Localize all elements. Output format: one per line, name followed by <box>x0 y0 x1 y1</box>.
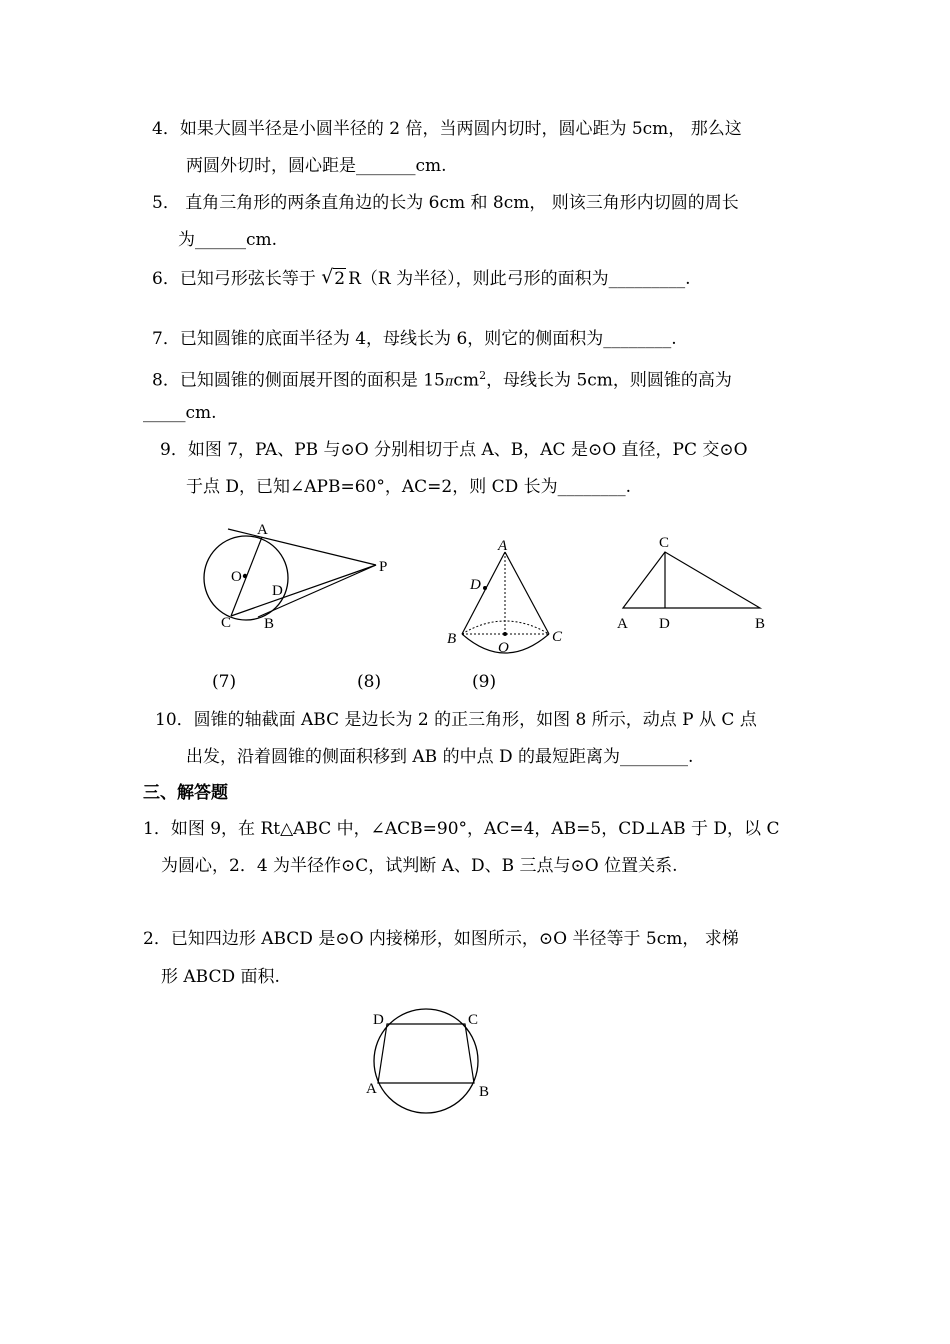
answer-2-line-1: 2．已知四边形 ABCD 是⊙O 内接梯形，如图所示，⊙O 半径等于 5cm， 求梯 <box>143 929 739 949</box>
label-c: C <box>468 1012 479 1028</box>
question-4-line-1: 4．如果大圆半径是小圆半径的 2 倍，当两圆内切时，圆心距为 5cm， 那么这 <box>152 119 742 139</box>
question-4-line-2: 两圆外切时，圆心距是_______cm. <box>186 156 447 176</box>
label-a: A <box>617 616 628 632</box>
sqrt-radicand: 2 <box>334 269 346 289</box>
label-d: D <box>373 1012 384 1028</box>
question-8-unit: cm <box>453 370 480 391</box>
question-6-text-a: 6．已知弓形弦长等于 <box>152 269 316 289</box>
question-7: 7．已知圆锥的底面半径为 4，母线长为 6，则它的侧面积为________. <box>152 329 677 349</box>
caption-7: (7) <box>212 672 237 692</box>
sqrt-symbol: √ 2 <box>321 266 346 289</box>
label-p: P <box>379 559 388 575</box>
question-5-line-2: 为______cm. <box>178 230 278 250</box>
question-6-text-b: R（R 为半径），则此弓形的面积为_________. <box>348 269 691 289</box>
label-a: A <box>257 522 268 538</box>
label-d: D <box>659 616 670 632</box>
pi-symbol: π <box>444 374 454 390</box>
label-c: C <box>221 615 232 631</box>
question-9-line-1: 9．如图 7，PA、PB 与⊙O 分别相切于点 A、B，AC 是⊙O 直径，PC 交⊙O <box>160 440 748 460</box>
label-c: C <box>659 535 670 551</box>
caption-9: (9) <box>472 672 497 692</box>
label-o: O <box>231 569 242 585</box>
label-o: O <box>498 640 509 656</box>
question-10-line-1: 10．圆锥的轴截面 ABC 是边长为 2 的正三角形，如图 8 所示，动点 P 从 C 点 <box>155 710 757 730</box>
question-8-line-2: _____cm. <box>143 403 217 423</box>
label-b: B <box>447 631 457 647</box>
question-5-line-1: 5． 直角三角形的两条直角边的长为 6cm 和 8cm， 则该三角形内切圆的周长 <box>152 193 739 213</box>
label-b: B <box>479 1084 490 1100</box>
question-8-exponent: 2 <box>479 369 487 382</box>
label-a: A <box>498 538 508 554</box>
section-heading: 三、解答题 <box>143 783 228 803</box>
answer-2-line-2: 形 ABCD 面积. <box>161 967 280 987</box>
caption-8: (8) <box>357 672 382 692</box>
question-8-text-a: 8．已知圆锥的侧面展开图的面积是 15 <box>152 370 445 391</box>
label-b: B <box>264 616 275 632</box>
label-d: D <box>470 577 481 593</box>
answer-1-line-2: 为圆心，2．4 为半径作⊙C，试判断 A、D、B 三点与⊙O 位置关系. <box>161 856 678 876</box>
answer-1-line-1: 1．如图 9，在 Rt△ABC 中，∠ACB=90°，AC=4，AB=5，CD⊥AB 于 D，以 C <box>143 819 780 839</box>
question-9-line-2: 于点 D，已知∠APB=60°，AC=2，则 CD 长为________. <box>186 477 632 497</box>
trapezoid-abcd <box>378 1024 474 1083</box>
label-c: C <box>552 629 563 645</box>
question-10-line-2: 出发，沿着圆锥的侧面积移到 AB 的中点 D 的最短距离为________. <box>186 747 694 767</box>
question-8-text-b: ，母线长为 5cm，则圆锥的高为 <box>486 370 732 391</box>
label-b: B <box>755 616 766 632</box>
label-a: A <box>366 1081 377 1097</box>
label-d: D <box>272 583 283 599</box>
